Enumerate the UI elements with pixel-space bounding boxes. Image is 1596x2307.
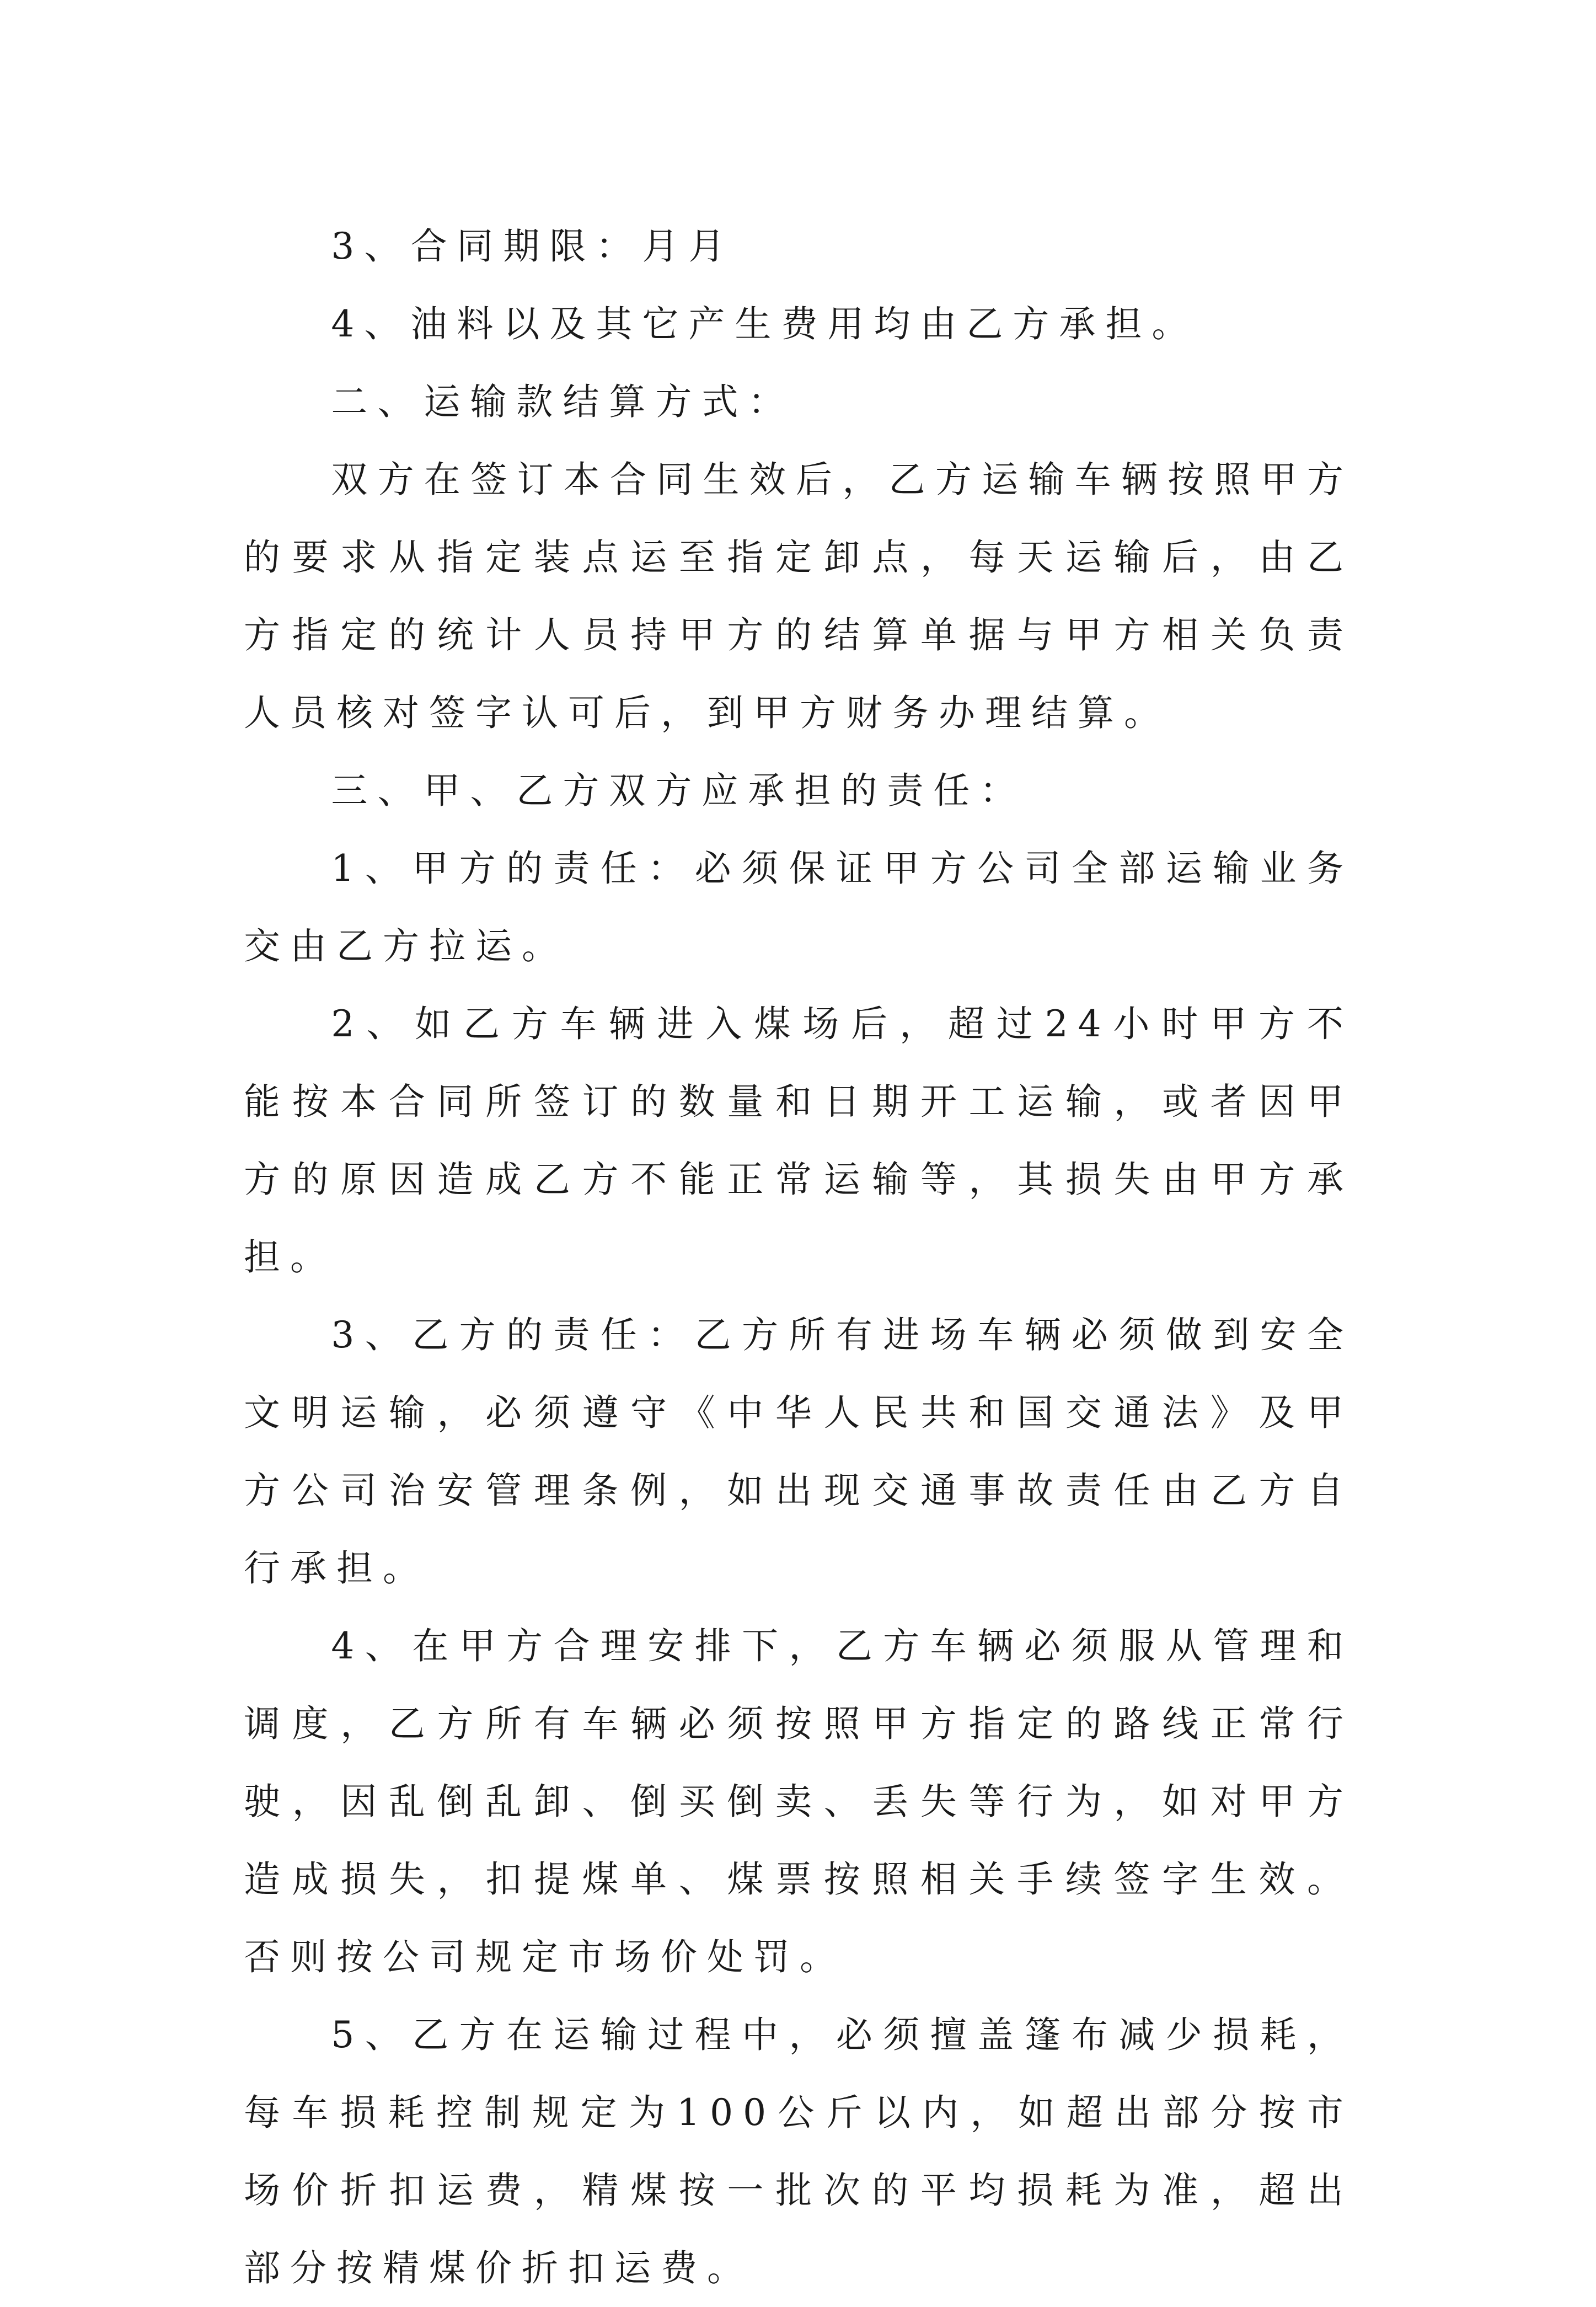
document-body — [244, 207, 1353, 2307]
clause-delay-loss: 2、如乙方车辆进入煤场后，超过24小时甲方不能按本合同所签订的数量和日期开工运输，或者因甲方的原因造成乙方不能正常运输等，其损失由甲方承担。 — [244, 1003, 1353, 1278]
clause-party-a-responsibility: 1、甲方的责任：必须保证甲方公司全部运输业务交由乙方拉运。 — [244, 847, 1353, 967]
clause-transport-loss: 5、乙方在运输过程中，必须擅盖篷布减少损耗，每车损耗控制规定为100公斤以内，如超出部分按市场价折扣运费，精煤按一批次的平均损耗为准，超出部分按精煤价折扣运费。 — [244, 2014, 1353, 2289]
section-heading-settlement: 二、运输款结算方式： — [331, 381, 795, 423]
clause-settlement: 双方在签订本合同生效后，乙方运输车辆按照甲方的要求从指定装点运至指定卸点，每天运输后，由乙方指定的统计人员持甲方的结算单据与甲方相关负责人员核对签字认可后，到甲方财务办理结算。 — [244, 458, 1353, 734]
clause-dispatch-management: 4、在甲方合理安排下，乙方车辆必须服从管理和调度，乙方所有车辆必须按照甲方指定的路线正常行驶，因乱倒乱卸、倒买倒卖、丢失等行为，如对甲方造成损失，扣提煤单、煤票按照相关手续签字生效。否则按公司规定市场价处罚。 — [244, 1625, 1353, 1978]
clause-contract-term: 3、合同期限：月月 — [331, 225, 735, 267]
clause-fuel-costs: 4、油料以及其它产生费用均由乙方承担。 — [331, 303, 1198, 345]
clause-party-b-responsibility: 3、乙方的责任：乙方所有进场车辆必须做到安全文明运输，必须遵守《中华人民共和国交通法》及甲方公司治安管理条例，如出现交通事故责任由乙方自行承担。 — [244, 1314, 1353, 1589]
section-heading-responsibilities: 三、甲、乙方双方应承担的责任： — [331, 769, 1026, 812]
